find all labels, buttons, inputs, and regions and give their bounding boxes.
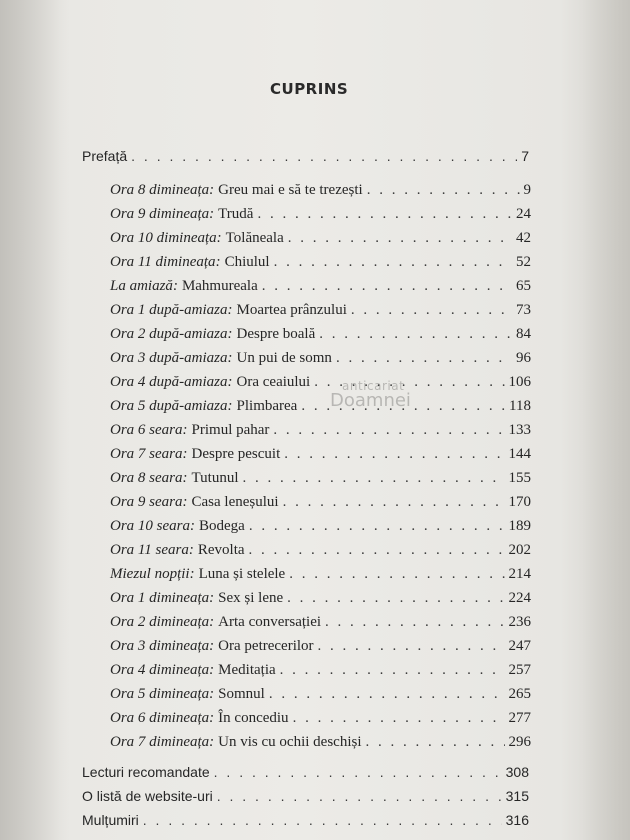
dot-leader — [143, 812, 502, 828]
toc-page-number: 118 — [509, 398, 531, 414]
toc-hour-topic: Greu mai e să te trezești — [218, 182, 363, 198]
toc-entry-hour[interactable] — [110, 254, 531, 274]
toc-hour-time: Ora 9 dimineața — [110, 206, 210, 222]
separator: : — [227, 398, 233, 414]
toc-entry-hour[interactable] — [110, 470, 531, 490]
toc-page-number: 65 — [516, 278, 531, 294]
toc-hour-topic: Tutunul — [191, 470, 239, 486]
toc-page-number: 224 — [508, 590, 531, 606]
toc-entry-hour[interactable] — [110, 566, 531, 586]
separator: : — [215, 254, 221, 270]
toc-page-number: 52 — [516, 254, 531, 270]
toc-entry-hour[interactable] — [110, 494, 531, 514]
dot-leader — [273, 422, 504, 439]
dot-leader — [319, 326, 512, 343]
toc-page-number: 265 — [508, 686, 531, 702]
toc-page-number: 247 — [508, 638, 531, 654]
toc-hour-time: Ora 9 seara — [110, 494, 183, 510]
toc-page-number: 316 — [505, 812, 529, 828]
toc-page-number: 315 — [505, 788, 529, 804]
dot-leader — [293, 710, 505, 727]
watermark-main: Doamnei — [330, 390, 411, 411]
dot-leader — [131, 148, 517, 164]
toc-entry-hour[interactable] — [110, 686, 531, 706]
toc-hour-time: Miezul nopții — [110, 566, 190, 582]
dot-leader — [249, 542, 505, 559]
toc-hour-time: Ora 2 după-amiaza — [110, 326, 228, 342]
dot-leader — [287, 590, 504, 607]
dot-leader — [325, 614, 504, 631]
toc-page-number: 236 — [508, 614, 531, 630]
dot-leader — [289, 566, 504, 583]
dot-leader — [243, 470, 505, 487]
dot-leader — [288, 230, 512, 247]
toc-entry-recommended-reading[interactable] — [82, 764, 529, 784]
toc-entry-hour[interactable] — [110, 278, 531, 298]
toc-page-number: 257 — [508, 662, 531, 678]
toc-entry-label: O listă de website-uri — [82, 788, 213, 804]
toc-hour-topic: Meditația — [218, 662, 276, 678]
toc-entry-hour[interactable] — [110, 398, 531, 418]
dot-leader — [366, 734, 505, 751]
toc-page-number: 24 — [516, 206, 531, 222]
toc-hour-topic: Despre pescuit — [191, 446, 281, 462]
toc-entry-label: Mulțumiri — [82, 812, 139, 828]
separator: : — [189, 566, 195, 582]
separator: : — [209, 710, 215, 726]
separator: : — [182, 494, 188, 510]
separator: : — [182, 446, 188, 462]
toc-hour-topic: Somnul — [218, 686, 265, 702]
separator: : — [227, 302, 233, 318]
toc-entry-label: Lecturi recomandate — [82, 764, 210, 780]
toc-page-number: 202 — [508, 542, 531, 558]
separator: : — [209, 734, 215, 750]
toc-entry-acknowledgements[interactable] — [82, 812, 529, 832]
separator: : — [190, 518, 196, 534]
toc-hour-topic: Despre boală — [236, 326, 316, 342]
separator: : — [182, 470, 188, 486]
toc-hour-topic: Sex și lene — [218, 590, 284, 606]
toc-hour-time: Ora 3 după-amiaza — [110, 350, 228, 366]
toc-hour-topic: Un vis cu ochii deschiși — [218, 734, 362, 750]
toc-entry-hour[interactable] — [110, 422, 531, 442]
toc-hour-time: Ora 3 dimineața — [110, 638, 210, 654]
separator: : — [216, 230, 222, 246]
toc-hour-time: Ora 5 după-amiaza — [110, 398, 228, 414]
toc-page-number: 133 — [508, 422, 531, 438]
toc-page-number: 189 — [508, 518, 531, 534]
toc-entry-hour[interactable] — [110, 710, 531, 730]
toc-entry-hour[interactable] — [110, 542, 531, 562]
separator: : — [227, 326, 233, 342]
separator: : — [209, 638, 215, 654]
toc-hour-topic: Revolta — [197, 542, 245, 558]
page-shadow-right — [582, 0, 630, 840]
toc-hour-topic: Primul pahar — [191, 422, 270, 438]
toc-page-number: 296 — [508, 734, 531, 750]
toc-hour-topic: Chiulul — [224, 254, 270, 270]
dot-leader — [257, 206, 512, 223]
separator: : — [182, 422, 188, 438]
toc-hour-topic: Moartea prânzului — [236, 302, 347, 318]
toc-hour-time: Ora 4 după-amiaza — [110, 374, 228, 390]
watermark-top: anticariat — [342, 379, 405, 393]
dot-leader — [262, 278, 512, 295]
toc-page-number: 308 — [505, 764, 529, 780]
dot-leader — [284, 446, 504, 463]
toc-hour-time: Ora 2 dimineața — [110, 614, 210, 630]
toc-hour-time: Ora 4 dimineața — [110, 662, 210, 678]
toc-hour-time: Ora 7 dimineața — [110, 734, 210, 750]
toc-page-number: 106 — [508, 374, 531, 390]
dot-leader — [367, 182, 520, 199]
toc-entry-hour[interactable] — [110, 206, 531, 226]
toc-hour-topic: Ora ceaiului — [236, 374, 311, 390]
toc-hour-time: Ora 1 după-amiaza — [110, 302, 228, 318]
dot-leader — [269, 686, 505, 703]
page-shadow-left — [0, 0, 70, 840]
toc-entry-hour[interactable] — [110, 518, 531, 538]
separator: : — [209, 206, 215, 222]
toc-page-number: 214 — [508, 566, 531, 582]
toc-hour-topic: Tolăneala — [225, 230, 284, 246]
toc-hour-time: Ora 1 dimineața — [110, 590, 210, 606]
toc-hour-time: La amiază — [110, 278, 173, 294]
dot-leader — [280, 662, 505, 679]
toc-title: CUPRINS — [270, 80, 349, 98]
toc-entry-hour[interactable] — [110, 734, 531, 754]
toc-page-number: 155 — [508, 470, 531, 486]
dot-leader — [351, 302, 512, 319]
toc-hour-topic: Trudă — [218, 206, 254, 222]
dot-leader — [274, 254, 512, 271]
toc-entry-hour[interactable] — [110, 182, 531, 202]
toc-entry-hour[interactable] — [110, 302, 531, 322]
separator: : — [209, 614, 215, 630]
toc-entry-hour[interactable] — [110, 326, 531, 346]
separator: : — [209, 182, 215, 198]
dot-leader — [336, 350, 512, 367]
toc-page-number: 170 — [508, 494, 531, 510]
toc-entry-hour[interactable] — [110, 590, 531, 610]
toc-hour-time: Ora 10 dimineața — [110, 230, 217, 246]
toc-page-number: 9 — [523, 182, 531, 198]
separator: : — [227, 374, 233, 390]
toc-entry-label: Prefață — [82, 148, 128, 164]
toc-hour-topic: Arta conversației — [218, 614, 322, 630]
toc-hour-time: Ora 7 seara — [110, 446, 183, 462]
toc-hour-time: Ora 10 seara — [110, 518, 191, 534]
toc-page-number: 84 — [516, 326, 531, 342]
dot-leader — [283, 494, 505, 511]
toc-hour-topic: Un pui de somn — [236, 350, 332, 366]
toc-page-number: 144 — [508, 446, 531, 462]
dot-leader — [217, 788, 502, 804]
toc-page-number: 73 — [516, 302, 531, 318]
toc-entry-hour[interactable] — [110, 446, 531, 466]
toc-hour-topic: Luna și stelele — [198, 566, 286, 582]
separator: : — [209, 686, 215, 702]
toc-entry-hour[interactable] — [110, 230, 531, 250]
toc-hour-time: Ora 8 seara — [110, 470, 183, 486]
toc-hour-time: Ora 11 seara — [110, 542, 189, 558]
dot-leader — [214, 764, 502, 780]
toc-hour-time: Ora 5 dimineața — [110, 686, 210, 702]
toc-entry-hour[interactable] — [110, 374, 531, 394]
toc-entry-hour[interactable] — [110, 350, 531, 370]
toc-hour-time: Ora 8 dimineața — [110, 182, 210, 198]
dot-leader — [249, 518, 505, 535]
separator: : — [188, 542, 194, 558]
toc-entry-preface[interactable] — [82, 148, 529, 168]
toc-hour-time: Ora 6 seara — [110, 422, 183, 438]
separator: : — [172, 278, 178, 294]
toc-hour-topic: În concediu — [218, 710, 289, 726]
toc-hour-topic: Mahmureala — [181, 278, 258, 294]
toc-page-number: 7 — [521, 148, 529, 164]
toc-entry-hour[interactable] — [110, 662, 531, 682]
separator: : — [209, 590, 215, 606]
toc-entry-websites[interactable] — [82, 788, 529, 808]
dot-leader — [314, 374, 504, 391]
toc-entry-hour[interactable] — [110, 614, 531, 634]
toc-hour-topic: Plimbarea — [236, 398, 298, 414]
toc-page-number: 277 — [508, 710, 531, 726]
toc-hour-time: Ora 11 dimineața — [110, 254, 216, 270]
separator: : — [209, 662, 215, 678]
separator: : — [227, 350, 233, 366]
toc-hour-topic: Ora petrecerilor — [218, 638, 314, 654]
toc-page-number: 42 — [516, 230, 531, 246]
toc-hour-time: Ora 6 dimineața — [110, 710, 210, 726]
toc-hour-topic: Casa leneșului — [191, 494, 279, 510]
toc-page-number: 96 — [516, 350, 531, 366]
dot-leader — [318, 638, 505, 655]
toc-hour-topic: Bodega — [199, 518, 245, 534]
dot-leader — [301, 398, 505, 415]
toc-entry-hour[interactable] — [110, 638, 531, 658]
